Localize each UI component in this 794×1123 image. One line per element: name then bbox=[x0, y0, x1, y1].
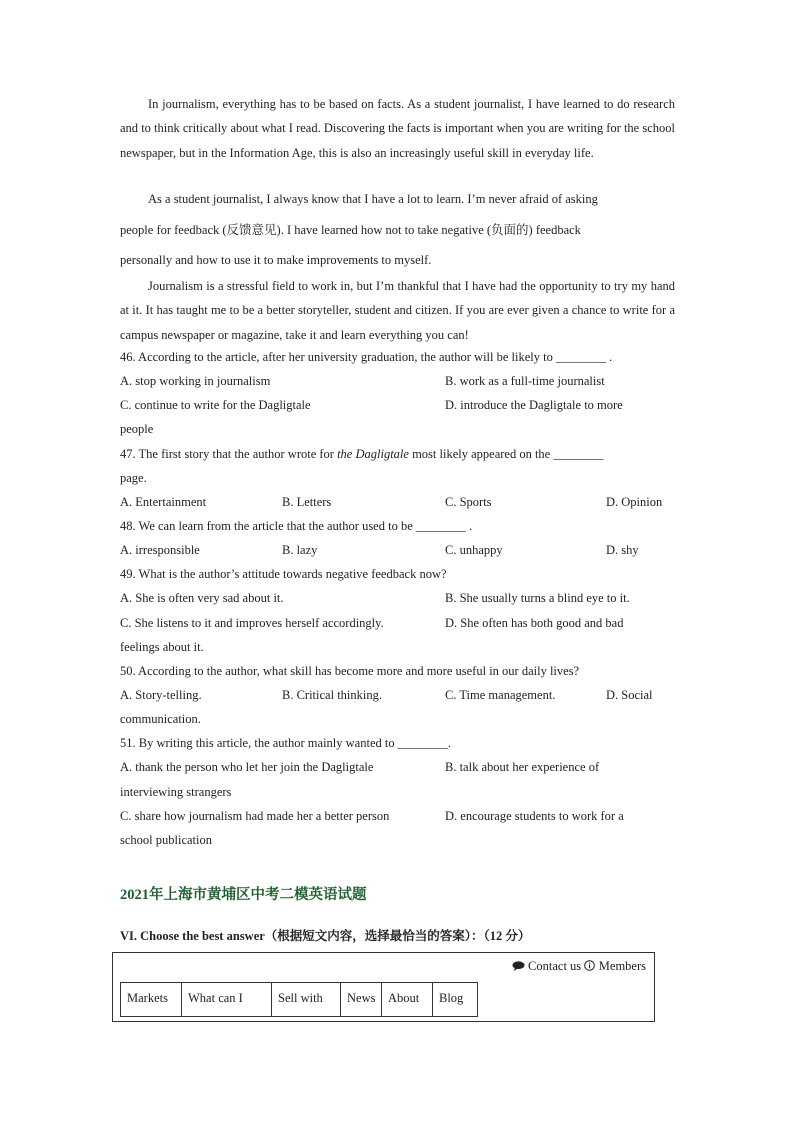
question-50-option-b: B. Critical thinking. bbox=[282, 688, 382, 702]
exam-year: 2021 bbox=[120, 887, 149, 903]
question-46-option-d: D. introduce the Dagligtale to more bbox=[445, 398, 623, 412]
question-51-option-a: A. thank the person who let her join the Dagligtale bbox=[120, 760, 374, 774]
question-47-stem-start: 47. The first story that the author wrote for bbox=[120, 447, 338, 461]
question-47-stem-end: most likely appeared on the ________ bbox=[408, 447, 604, 461]
question-47-option-a: A. Entertainment bbox=[120, 495, 207, 509]
question-50-option-c: C. Time management. bbox=[445, 688, 556, 702]
passage-paragraph-1: In journalism, everything has to be based on facts. As a student journalist, I have learned to do research and to think critically about what I read. Discovering the facts is important when you are writing for the school newspaper, but in the Information Age, this is also an increasingly useful skill in everyday life. bbox=[120, 97, 675, 160]
question-50-option-d: D. Social bbox=[606, 688, 653, 702]
question-48-option-d: D. shy bbox=[606, 543, 639, 557]
top-links bbox=[512, 959, 646, 974]
nav-about[interactable]: About bbox=[381, 982, 433, 1017]
question-50-option-a: A. Story-telling. bbox=[120, 688, 202, 702]
question-49-option-c: C. She listens to it and improves herself accordingly. bbox=[120, 616, 384, 630]
question-47-option-b: B. Letters bbox=[282, 495, 332, 509]
exam-title-text: 年上海市黄埔区中考二模英语试题 bbox=[149, 887, 367, 903]
nav-blog[interactable]: Blog bbox=[432, 982, 478, 1017]
question-47-stem bbox=[120, 447, 603, 462]
nav-what-can-i[interactable]: What can I bbox=[181, 982, 272, 1017]
question-47-option-d: D. Opinion bbox=[606, 495, 663, 509]
question-47-stem-continued: page. bbox=[120, 471, 147, 485]
question-51-option-d-continued: school publication bbox=[120, 833, 212, 847]
website-header-box bbox=[112, 952, 655, 1022]
question-48-option-a: A. irresponsible bbox=[120, 543, 200, 557]
speech-bubble-icon bbox=[512, 960, 529, 973]
question-51-stem: 51. By writing this article, the author mainly wanted to ________. bbox=[120, 736, 451, 750]
nav-news[interactable]: News bbox=[340, 982, 382, 1017]
question-46-option-c: C. continue to write for the Dagligtale bbox=[120, 398, 311, 412]
question-49-stem: 49. What is the author’s attitude towards negative feedback now? bbox=[120, 567, 447, 581]
question-50-option-d-continued: communication. bbox=[120, 712, 201, 726]
nav-markets[interactable]: Markets bbox=[120, 982, 182, 1017]
question-49-option-b: B. She usually turns a blind eye to it. bbox=[445, 591, 630, 605]
question-51-option-b-continued: interviewing strangers bbox=[120, 785, 232, 799]
nav-bar bbox=[120, 982, 477, 1017]
section-heading: VI. Choose the best answer（根据短文内容，选择最恰当的答案）：（12 分） bbox=[120, 929, 531, 943]
contact-us-link[interactable]: Contact us bbox=[528, 959, 582, 973]
question-46-option-b: B. work as a full-time journalist bbox=[445, 374, 605, 388]
info-icon bbox=[584, 960, 599, 973]
question-51-option-b: B. talk about her experience of bbox=[445, 760, 600, 774]
question-46-stem: 46. According to the article, after her university graduation, the author will be likely to ________ . bbox=[120, 350, 613, 364]
question-47-option-c: C. Sports bbox=[445, 495, 492, 509]
question-48-option-c: C. unhappy bbox=[445, 543, 503, 557]
question-48-option-b: B. lazy bbox=[282, 543, 318, 557]
passage-paragraph-2-line-2: people for feedback (反馈意见). I have learned how not to take negative (负面的) feedback bbox=[120, 223, 581, 237]
question-51-option-d: D. encourage students to work for a bbox=[445, 809, 624, 823]
question-49-option-d: D. She often has both good and bad bbox=[445, 616, 624, 630]
question-49-option-a: A. She is often very sad about it. bbox=[120, 591, 284, 605]
passage-paragraph-3: Journalism is a stressful field to work in, but I’m thankful that I have had the opportunity to try my hand at it. It has taught me to be a better storyteller, student and citizen. If you are ever given a chance to write for a campus newspaper or magazine, take it and learn everything you can! bbox=[120, 279, 675, 342]
question-51-option-c: C. share how journalism had made her a better person bbox=[120, 809, 390, 823]
members-link[interactable]: Members bbox=[598, 959, 646, 973]
question-48-stem: 48. We can learn from the article that the author used to be ________ . bbox=[120, 519, 473, 533]
question-46-option-d-continued: people bbox=[120, 422, 154, 436]
question-47-stem-italic: the Dagligtale bbox=[337, 447, 409, 461]
exam-title bbox=[120, 883, 367, 904]
question-49-option-d-continued: feelings about it. bbox=[120, 640, 204, 654]
question-46-option-a: A. stop working in journalism bbox=[120, 374, 271, 388]
question-50-stem: 50. According to the author, what skill has become more and more useful in our daily lives? bbox=[120, 664, 580, 678]
nav-sell-with[interactable]: Sell with bbox=[271, 982, 341, 1017]
passage-paragraph-2-line-3: personally and how to use it to make improvements to myself. bbox=[120, 253, 432, 267]
passage-paragraph-2-line-1: As a student journalist, I always know that I have a lot to learn. I’m never afraid of asking bbox=[148, 192, 598, 206]
